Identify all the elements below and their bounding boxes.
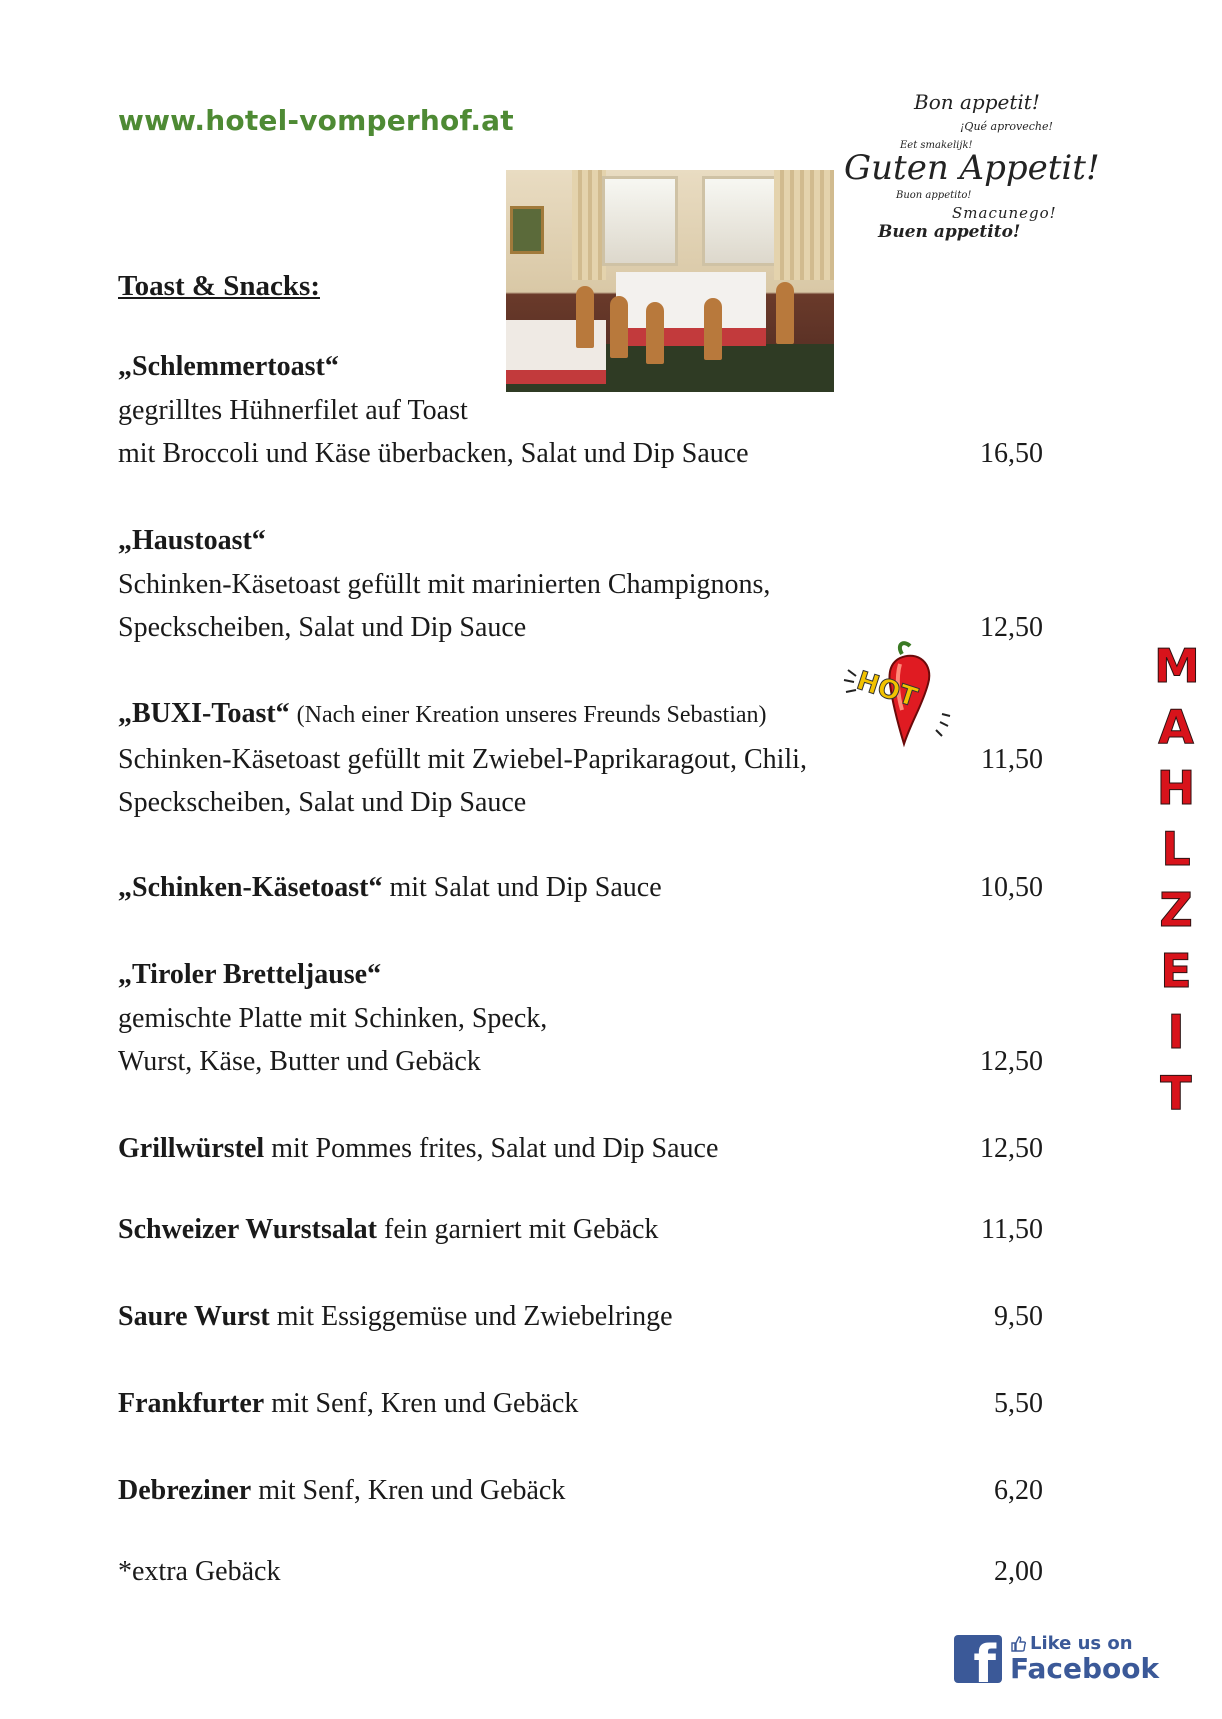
item-description: fein garniert mit Gebäck bbox=[384, 1214, 659, 1245]
item-description: mit Broccoli und Käse überbacken, Salat und Dip Sauce bbox=[118, 438, 749, 469]
item-price: 5,50 bbox=[994, 1388, 1043, 1419]
side-letter: A bbox=[1158, 700, 1194, 754]
item-name: „Schinken-Käsetoast“ bbox=[118, 872, 383, 903]
item-note: (Nach einer Kreation unseres Freunds Sebastian) bbox=[296, 702, 767, 728]
item-description-line bbox=[118, 1040, 1043, 1084]
greeting-french: Bon appetit! bbox=[914, 90, 1040, 114]
photo-window bbox=[602, 176, 678, 266]
item-line bbox=[118, 1550, 1043, 1594]
facebook-text bbox=[1010, 1633, 1159, 1684]
item-price: 12,50 bbox=[980, 612, 1043, 643]
item-description-line bbox=[118, 432, 1043, 476]
item-name: Debreziner bbox=[118, 1475, 252, 1506]
facebook-like-badge[interactable] bbox=[954, 1633, 1159, 1684]
hot-badge: HOT bbox=[852, 665, 921, 714]
item-description: Speckscheiben, Salat und Dip Sauce bbox=[118, 612, 527, 643]
item-line bbox=[118, 866, 1043, 910]
item-name: „Haustoast“ bbox=[118, 525, 266, 556]
item-description: mit Senf, Kren und Gebäck bbox=[271, 1388, 579, 1419]
item-description: gegrilltes Hühnerfilet auf Toast bbox=[118, 394, 468, 426]
photo-window bbox=[702, 176, 778, 266]
item-line bbox=[118, 1469, 1043, 1513]
side-letter: H bbox=[1156, 761, 1196, 815]
menu-item bbox=[118, 1469, 1043, 1513]
side-letter: E bbox=[1160, 944, 1192, 998]
photo-chair bbox=[776, 282, 794, 344]
menu-item bbox=[118, 345, 1043, 476]
section-title: Toast & Snacks: bbox=[118, 270, 320, 302]
menu-item bbox=[118, 1208, 1043, 1252]
item-description: mit Salat und Dip Sauce bbox=[389, 872, 662, 903]
menu-item bbox=[118, 866, 1043, 910]
item-price: 12,50 bbox=[980, 1046, 1043, 1077]
thumbs-up-icon bbox=[1010, 1636, 1026, 1652]
menu-item bbox=[118, 519, 1043, 650]
item-description: mit Pommes frites, Salat und Dip Sauce bbox=[271, 1133, 719, 1164]
menu-item bbox=[118, 953, 1043, 1084]
item-name: Grillwürstel bbox=[118, 1133, 265, 1164]
item-name: „Tiroler Bretteljause“ bbox=[118, 959, 382, 990]
side-letter: T bbox=[1160, 1066, 1192, 1120]
greeting-dutch: Eet smakelijk! bbox=[900, 140, 973, 151]
menu-item bbox=[118, 1550, 1043, 1594]
greeting-german: Guten Appetit! bbox=[844, 148, 1100, 188]
facebook-like-line bbox=[1010, 1633, 1159, 1654]
greeting-spanish-2: Buen appetito! bbox=[878, 222, 1021, 242]
mahlzeit-vertical-title bbox=[1154, 636, 1198, 1124]
item-line bbox=[118, 1382, 1043, 1426]
item-name: „Schlemmertoast“ bbox=[118, 351, 339, 382]
website-url[interactable]: www.hotel-vomperhof.at bbox=[118, 104, 514, 137]
side-letter: M bbox=[1154, 639, 1200, 693]
photo-chair bbox=[576, 286, 594, 348]
item-line bbox=[118, 1295, 1043, 1339]
bon-appetit-graphic bbox=[840, 88, 1110, 258]
item-price: 16,50 bbox=[980, 438, 1043, 469]
facebook-like-text: Like us on bbox=[1030, 1633, 1133, 1654]
greeting-spanish: ¡Qué aproveche! bbox=[960, 120, 1053, 133]
side-letter: Z bbox=[1159, 883, 1193, 937]
menu-item bbox=[118, 1382, 1043, 1426]
side-letter: L bbox=[1161, 822, 1191, 876]
photo-table bbox=[616, 272, 766, 346]
facebook-name: Facebook bbox=[1010, 1652, 1160, 1685]
chili-pepper-icon bbox=[838, 640, 958, 750]
side-letter: I bbox=[1167, 1005, 1185, 1059]
item-description: Schinken-Käsetoast gefüllt mit Zwiebel-Paprikaragout, Chili, bbox=[118, 743, 807, 775]
item-description: Speckscheiben, Salat und Dip Sauce bbox=[118, 787, 527, 818]
item-price: 6,20 bbox=[994, 1475, 1043, 1506]
photo-curtain bbox=[572, 170, 606, 280]
facebook-logo-icon bbox=[954, 1635, 1002, 1683]
item-price: 9,50 bbox=[994, 1301, 1043, 1332]
menu-item bbox=[118, 1295, 1043, 1339]
greeting-italian: Buon appetito! bbox=[896, 190, 972, 201]
photo-curtain bbox=[774, 170, 834, 280]
item-name: Frankfurter bbox=[118, 1388, 265, 1419]
greeting-polish: Smacunego! bbox=[952, 204, 1057, 222]
item-line bbox=[118, 1208, 1043, 1252]
item-price: 11,50 bbox=[981, 1214, 1043, 1245]
item-description: Wurst, Käse, Butter und Gebäck bbox=[118, 1046, 481, 1077]
item-description: gemischte Platte mit Schinken, Speck, bbox=[118, 1002, 548, 1034]
item-name: Saure Wurst bbox=[118, 1301, 270, 1332]
facebook-logo-letter: f bbox=[973, 1634, 996, 1683]
item-description: mit Essiggemüse und Zwiebelringe bbox=[276, 1301, 673, 1332]
photo-wall-picture bbox=[510, 206, 544, 254]
item-price: 2,00 bbox=[994, 1556, 1043, 1587]
item-price: 12,50 bbox=[980, 1133, 1043, 1164]
item-line bbox=[118, 1127, 1043, 1171]
item-description: Schinken-Käsetoast gefüllt mit marinierten Champignons, bbox=[118, 568, 771, 600]
item-description: mit Senf, Kren und Gebäck bbox=[258, 1475, 566, 1506]
item-name: „BUXI-Toast“ bbox=[118, 698, 290, 729]
item-name: Schweizer Wurstsalat bbox=[118, 1214, 377, 1245]
menu-item bbox=[118, 1127, 1043, 1171]
item-price: 10,50 bbox=[980, 872, 1043, 903]
item-price: 11,50 bbox=[981, 743, 1043, 775]
item-name: *extra Gebäck bbox=[118, 1556, 281, 1587]
